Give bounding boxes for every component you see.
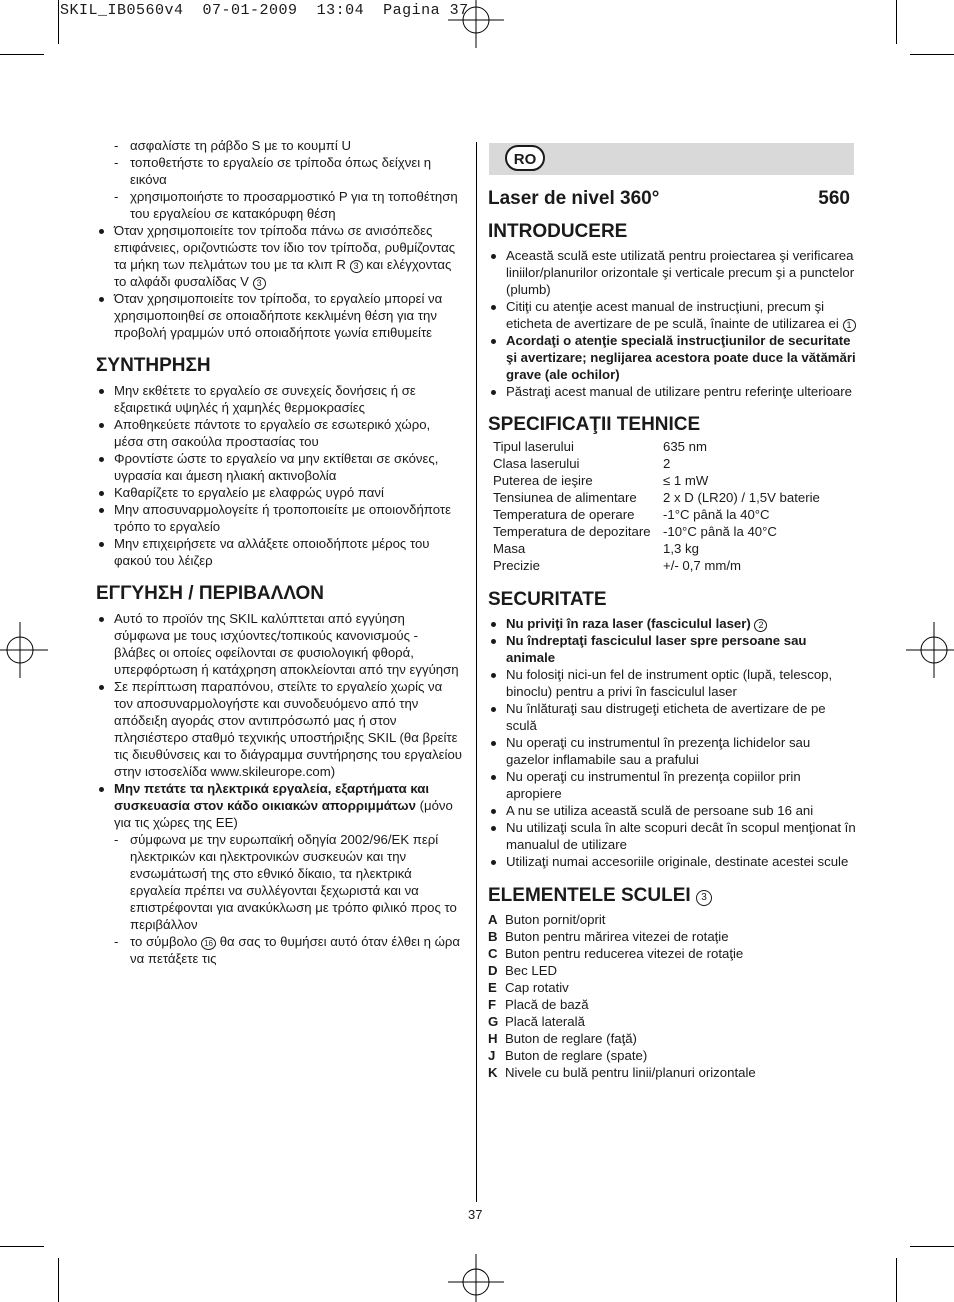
spec-value: 635 nm [663,439,707,454]
language-bar [489,143,854,175]
list-item: Utilizaţi numai accesoriile originale, destinate acestei scule [488,853,856,870]
crop-mark [896,1258,897,1302]
spec-value: 2 x D (LR20) / 1,5V baterie [663,490,820,505]
list-item [488,928,856,945]
list-item [488,1013,856,1030]
crop-mark [910,54,954,55]
list-item: Acordaţi o atenţie specială instrucţiunilor de securitate şi avertizare; neglijarea acestora poate duce la vătămări grave (ale ochilor) [488,332,856,383]
part-name: Placă de bază [505,997,589,1012]
language-badge: RO [505,145,545,171]
part-letter: B [488,929,498,944]
part-letter: C [488,946,498,961]
table-row [493,557,820,574]
list-item: - χρησιμοποιήστε το προσαρμοστικό P για τη τοποθέτηση του εργαλείου σε κατακόρυφη θέση [96,188,462,222]
list-item [488,945,856,962]
spec-key: Clasa laserului [493,456,580,471]
part-name: Bec LED [505,963,558,978]
spec-value: 2 [663,456,671,471]
list-item [96,780,462,831]
text: θα σας το θυμήσει αυτό όταν έλθει η ώρα να πετάξετε τις [130,934,461,966]
table-row [493,540,820,557]
table-row [493,489,820,506]
section-title-maintenance: ΣΥΝΤΗΡΗΣΗ [96,355,211,376]
table-row [493,523,820,540]
text: (μόνο για τις χώρες της ΕΕ) [114,798,453,830]
part-letter: E [488,980,497,995]
parts-list [488,911,856,1081]
part-name: Cap rotativ [505,980,569,995]
list-item: Αποθηκεύετε πάντοτε το εργαλείο σε εσωτερικό χώρο, μέσα στη σακούλα προστασίας του [96,416,462,450]
list-item [96,933,462,967]
part-letter: A [488,912,498,927]
column-divider [476,142,477,1202]
table-row [493,472,820,489]
part-name: Buton pentru mărirea vitezei de rotaţie [505,929,729,944]
table-row [493,455,820,472]
part-name: Buton de reglare (faţă) [505,1031,637,1046]
page-number: 37 [468,1207,483,1222]
list-item [96,222,462,290]
header-file: SKIL_IB0560v4 [60,2,184,19]
figure-ref: 1 [843,319,856,332]
table-row [493,506,820,523]
list-item [488,911,856,928]
part-letter: K [488,1065,498,1080]
part-letter: H [488,1031,498,1046]
product-title: Laser de nivel 360° [488,188,660,209]
print-header [60,2,469,19]
figure-ref: 2 [754,619,767,632]
list-item: Μην επιχειρήσετε να αλλάξετε οποιοδήποτε μέρος του φακού του λέιζερ [96,535,462,569]
registration-mark-left [0,620,48,680]
spec-key: Masa [493,541,526,556]
spec-key: Temperatura de operare [493,507,635,522]
text: ELEMENTELE SCULEI [488,885,691,906]
spec-key: Precizie [493,558,540,573]
figure-ref: 3 [696,890,712,906]
header-date: 07-01-2009 [202,2,298,19]
list-item: Σε περίπτωση παραπόνου, στείλτε το εργαλείο χωρίς να τον αποσυναρμολογήστε και συνοδευόμενο από την απόδειξη αγοράς στον αντιπρόσωπό μας ή στον πλησιέστερο σταθμό τεχνικής υποστήριξης SKIL (θα βρείτε τις διευθύνσεις και το διάγραμμα συντήρησης του εργαλείου στην ιστοσελίδα www.skileurope.com) [96,678,462,780]
header-page-no: 37 [449,2,469,19]
text: Όταν χρησιμοποιείτε τον τρίποδα πάνω σε ανισόπεδες επιφάνειες, οριζοντιώστε τον ίδιο τον τρίποδα, ρυθμίζοντας τα μήκη των πελμάτων του με τα κλιπ R [114,223,456,272]
part-letter: J [488,1048,496,1063]
right-column [488,143,856,1081]
list-item [488,298,856,332]
list-item: Μην εκθέτετε το εργαλείο σε συνεχείς δονήσεις ή σε εξαιρετικά υψηλές ή χαμηλές θερμοκρασίες [96,382,462,416]
list-item: Nu operaţi cu instrumentul în prezenţa lichidelor sau gazelor inflamabile sau a prafului [488,734,856,768]
left-column [96,137,462,967]
part-letter: F [488,997,497,1012]
list-item: - τοποθετήστε το εργαλείο σε τρίποδα όπως δείχνει η εικόνα [96,154,462,188]
spec-key: Tensiunea de alimentare [493,490,637,505]
spec-value: +/- 0,7 mm/m [663,558,742,573]
crop-mark [58,0,59,44]
list-item: - σύμφωνα με την ευρωπαϊκή οδηγία 2002/96/EK περί ηλεκτρικών και ηλεκτρονικών συσκευών και την ενσωμάτωσή της στο εθνικό δίκαιο, τα ηλεκτρικά εργαλεία πρέπει να συλλέγονται ξεχωριστά και να επιστρέφονται για ανακύκλωση με τρόπο φιλικό προς το περιβάλλον [96,831,462,933]
product-title-row [488,190,856,207]
list-item [488,979,856,996]
part-name: Placă laterală [505,1014,585,1029]
list-item: Nu folosiţi nici-un fel de instrument optic (lupă, telescop, binoclu) pentru a privi în fasciculul laser [488,666,856,700]
table-row [493,438,820,455]
part-name: Buton pornit/oprit [505,912,606,927]
part-letter: G [488,1014,499,1029]
section-title-warranty: ΕΓΓΥΗΣΗ / ΠΕΡΙΒΑΛΛΟΝ [96,583,324,604]
list-item [488,615,856,632]
list-item [488,1047,856,1064]
list-item [488,996,856,1013]
list-item [488,1030,856,1047]
specs-table [493,438,820,574]
section-title-safety: SECURITATE [488,589,607,610]
list-item: Φροντίστε ώστε το εργαλείο να μην εκτίθεται σε σκόνες, υγρασία και άμεση ηλιακή ακτινοβολία [96,450,462,484]
figure-ref: 3 [253,277,266,290]
part-name: Buton de reglare (spate) [505,1048,648,1063]
list-item: Păstraţi acest manual de utilizare pentru referinţe ulterioare [488,383,856,400]
spec-value: ≤ 1 mW [663,473,709,488]
list-item [488,1064,856,1081]
header-page-label: Pagina [383,2,441,19]
list-item: - ασφαλίστε τη ράβδο S με το κουμπί U [96,137,462,154]
part-letter: D [488,963,498,978]
figure-ref: 3 [350,260,363,273]
list-item [488,962,856,979]
spec-key: Tipul laserului [493,439,574,454]
list-item: Nu operaţi cu instrumentul în prezenţa copiilor prin apropiere [488,768,856,802]
list-item: Αυτό το προϊόν της SKIL καλύπτεται από εγγύηση σύμφωνα με τους ισχύοντες/τοπικούς κανονισμούς - βλάβες οι οποίες οφείλονται σε φυσιολογική φθορά, υπερφόρτωση ή κατάχρηση αποκλείονται από την εγγύηση [96,610,462,678]
text-bold: Nu priviţi în raza laser (fasciculul laser) [506,616,751,631]
registration-mark-top [446,0,506,48]
spec-key: Temperatura de depozitare [493,524,651,539]
section-title-intro: INTRODUCERE [488,221,628,242]
list-item: Nu utilizaţi scula în alte scopuri decât în scopul menţionat în manualul de utilizare [488,819,856,853]
header-time: 13:04 [316,2,365,19]
model-number: 560 [818,188,850,209]
crop-mark [58,1258,59,1302]
list-item: Καθαρίζετε το εργαλείο με ελαφρώς υγρό πανί [96,484,462,501]
crop-mark [896,0,897,44]
spec-value: -10°C până la 40°C [663,524,777,539]
crop-mark [0,54,44,55]
list-item: Μην αποσυναρμολογείτε ή τροποποιείτε με οποιονδήποτε τρόπο το εργαλείο [96,501,462,535]
list-item: Όταν χρησιμοποιείτε τον τρίποδα, το εργαλείο μπορεί να χρησιμοποιηθεί σε οποιαδήποτε κεκλιμένη θέση για την προβολή γραμμών υπό οποιαδήποτε γωνία επιθυμείτε [96,290,462,341]
part-name: Buton pentru reducerea vitezei de rotaţie [505,946,744,961]
part-name: Nivele cu bulă pentru linii/planuri orizontale [505,1065,756,1080]
crop-mark [0,1246,44,1247]
registration-mark-right [906,620,954,680]
list-item: Această sculă este utilizată pentru proiectarea şi verificarea liniilor/planurilor orizontale şi verticale precum şi a punctelor (plumb) [488,247,856,298]
list-item: Nu îndreptaţi fasciculul laser spre persoane sau animale [488,632,856,666]
list-item: Nu înlăturaţi sau distrugeţi eticheta de avertizare de pe sculă [488,700,856,734]
section-title-parts [488,885,856,907]
registration-mark-bottom [446,1254,506,1302]
list-item: A nu se utiliza această sculă de persoane sub 16 ani [488,802,856,819]
spec-key: Puterea de ieşire [493,473,593,488]
spec-value: -1°C până la 40°C [663,507,770,522]
figure-ref: 16 [201,937,216,950]
text: το σύμβολο [130,934,198,949]
text: Citiţi cu atenţie acest manual de instrucţiuni, precum şi eticheta de avertizare de pe sculă, înainte de utilizarea ei [506,299,839,331]
crop-mark [910,1246,954,1247]
spec-value: 1,3 kg [663,541,699,556]
text: και ελέγχοντας το αλφάδι φυσαλίδας V [114,257,452,289]
section-title-specs: SPECIFICAŢII TEHNICE [488,414,701,435]
text-bold: Μην πετάτε τα ηλεκτρικά εργαλεία, εξαρτήματα και συσκευασία στον κάδο οικιακών απορριμμάτων [114,781,430,813]
